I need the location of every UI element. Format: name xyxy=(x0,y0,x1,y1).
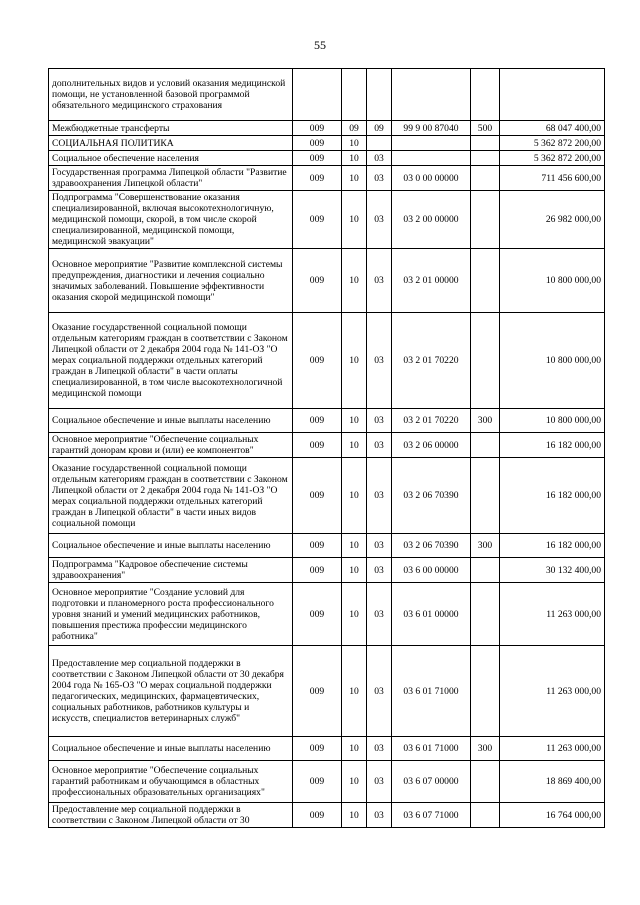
row-name: Основное мероприятие "Обеспечение социальных гарантий донорам крови и (или) ее компонентов" xyxy=(49,433,293,458)
section-code: 10 xyxy=(342,433,367,458)
target-article-code: 03 2 01 70220 xyxy=(392,313,471,409)
table-row xyxy=(49,313,605,409)
ministry-code: 009 xyxy=(293,121,342,136)
amount: 5 362 872 200,00 xyxy=(500,151,605,166)
target-article-code xyxy=(392,136,471,151)
section-code: 10 xyxy=(342,558,367,583)
ministry-code: 009 xyxy=(293,761,342,803)
table-row xyxy=(49,737,605,761)
expense-type-code: 300 xyxy=(471,737,500,761)
table-row xyxy=(49,249,605,313)
target-article-code: 03 2 01 00000 xyxy=(392,249,471,313)
expense-type-code xyxy=(471,803,500,828)
expense-type-code xyxy=(471,69,500,121)
target-article-code: 03 6 07 71000 xyxy=(392,803,471,828)
row-name: Основное мероприятие "Создание условий для подготовки и планомерного роста профессионального уровня знаний и умений медицинских работников, повышения престижа профессии медицинского работника" xyxy=(49,583,293,646)
page-number: 55 xyxy=(314,38,326,52)
amount: 30 132 400,00 xyxy=(500,558,605,583)
target-article-code: 03 2 06 00000 xyxy=(392,433,471,458)
expense-type-code xyxy=(471,191,500,249)
target-article-code: 99 9 00 87040 xyxy=(392,121,471,136)
budget-table-body xyxy=(49,69,605,828)
section-code: 10 xyxy=(342,803,367,828)
table-row xyxy=(49,646,605,737)
ministry-code: 009 xyxy=(293,191,342,249)
expense-type-code xyxy=(471,249,500,313)
section-code: 10 xyxy=(342,583,367,646)
amount: 10 800 000,00 xyxy=(500,313,605,409)
section-code xyxy=(342,69,367,121)
table-row xyxy=(49,166,605,191)
amount: 10 800 000,00 xyxy=(500,249,605,313)
amount: 18 869 400,00 xyxy=(500,761,605,803)
subsection-code: 03 xyxy=(367,433,392,458)
ministry-code: 009 xyxy=(293,583,342,646)
row-name: Основное мероприятие "Обеспечение социальных гарантий работникам и обучающимся в областных профессиональных образовательных организациях" xyxy=(49,761,293,803)
target-article-code: 03 6 01 71000 xyxy=(392,646,471,737)
section-code: 09 xyxy=(342,121,367,136)
row-name: Социальное обеспечение и иные выплаты населению xyxy=(49,534,293,558)
target-article-code: 03 2 06 70390 xyxy=(392,458,471,534)
target-article-code xyxy=(392,151,471,166)
section-code: 10 xyxy=(342,737,367,761)
expense-type-code: 300 xyxy=(471,409,500,433)
expense-type-code xyxy=(471,151,500,166)
section-code: 10 xyxy=(342,646,367,737)
budget-table xyxy=(48,68,605,828)
subsection-code: 03 xyxy=(367,646,392,737)
ministry-code: 009 xyxy=(293,534,342,558)
target-article-code: 03 0 00 00000 xyxy=(392,166,471,191)
row-name: Предоставление мер социальной поддержки в соответствии с Законом Липецкой области от 30 декабря 2004 года № 165-ОЗ "О мерах социальной поддержки педагогических, медицинских, фармацевтических, социальных работников, работников культуры и искусств, специалистов ветеринарных служб" xyxy=(49,646,293,737)
subsection-code: 03 xyxy=(367,249,392,313)
target-article-code: 03 2 01 70220 xyxy=(392,409,471,433)
amount: 16 182 000,00 xyxy=(500,534,605,558)
section-code: 10 xyxy=(342,761,367,803)
ministry-code: 009 xyxy=(293,803,342,828)
section-code: 10 xyxy=(342,409,367,433)
table-row xyxy=(49,534,605,558)
ministry-code: 009 xyxy=(293,558,342,583)
row-name: Оказание государственной социальной помощи отдельным категориям граждан в соответствии с Законом Липецкой области от 2 декабря 2004 года № 141-ОЗ "О мерах социальной поддержки отдельных категорий граждан в Липецкой области" в части иных видов социальной помощи xyxy=(49,458,293,534)
row-name: Основное мероприятие "Развитие комплексной системы предупреждения, диагностики и лечения социально значимых заболеваний. Повышение эффективности оказания скорой медицинской помощи" xyxy=(49,249,293,313)
subsection-code: 09 xyxy=(367,121,392,136)
subsection-code: 03 xyxy=(367,761,392,803)
target-article-code: 03 6 01 00000 xyxy=(392,583,471,646)
expense-type-code: 300 xyxy=(471,534,500,558)
amount xyxy=(500,69,605,121)
row-name: Социальное обеспечение и иные выплаты населению xyxy=(49,409,293,433)
subsection-code: 03 xyxy=(367,166,392,191)
target-article-code: 03 2 06 70390 xyxy=(392,534,471,558)
expense-type-code xyxy=(471,313,500,409)
ministry-code: 009 xyxy=(293,249,342,313)
subsection-code: 03 xyxy=(367,409,392,433)
subsection-code xyxy=(367,69,392,121)
row-name: Оказание государственной социальной помощи отдельным категориям граждан в соответствии с Законом Липецкой области от 2 декабря 2004 года № 141-ОЗ "О мерах социальной поддержки отдельных категорий граждан в Липецкой области" в части оплаты специализированной, в том числе высокотехнологичной медицинской помощи xyxy=(49,313,293,409)
target-article-code: 03 6 07 00000 xyxy=(392,761,471,803)
expense-type-code xyxy=(471,761,500,803)
subsection-code xyxy=(367,136,392,151)
section-code: 10 xyxy=(342,458,367,534)
row-name: дополнительных видов и условий оказания медицинской помощи, не установленной базовой программой обязательного медицинского страхования xyxy=(49,69,293,121)
subsection-code: 03 xyxy=(367,803,392,828)
subsection-code: 03 xyxy=(367,191,392,249)
row-name: СОЦИАЛЬНАЯ ПОЛИТИКА xyxy=(49,136,293,151)
row-name: Подпрограмма "Совершенствование оказания специализированной, включая высокотехнологичную, медицинской помощи, скорой, в том числе скорой специализированной, медицинской помощи, медицинской эвакуации" xyxy=(49,191,293,249)
expense-type-code xyxy=(471,136,500,151)
table-row xyxy=(49,151,605,166)
target-article-code: 03 6 01 71000 xyxy=(392,737,471,761)
row-name: Подпрограмма "Кадровое обеспечение системы здравоохранения" xyxy=(49,558,293,583)
table-row xyxy=(49,803,605,828)
amount: 26 982 000,00 xyxy=(500,191,605,249)
table-row xyxy=(49,121,605,136)
ministry-code: 009 xyxy=(293,646,342,737)
table-row xyxy=(49,458,605,534)
subsection-code: 03 xyxy=(367,583,392,646)
amount: 711 456 600,00 xyxy=(500,166,605,191)
amount: 5 362 872 200,00 xyxy=(500,136,605,151)
ministry-code: 009 xyxy=(293,458,342,534)
subsection-code: 03 xyxy=(367,558,392,583)
ministry-code: 009 xyxy=(293,151,342,166)
expense-type-code: 500 xyxy=(471,121,500,136)
amount: 10 800 000,00 xyxy=(500,409,605,433)
ministry-code: 009 xyxy=(293,136,342,151)
ministry-code: 009 xyxy=(293,166,342,191)
row-name: Межбюджетные трансферты xyxy=(49,121,293,136)
section-code: 10 xyxy=(342,166,367,191)
amount: 11 263 000,00 xyxy=(500,583,605,646)
section-code: 10 xyxy=(342,534,367,558)
amount: 16 764 000,00 xyxy=(500,803,605,828)
section-code: 10 xyxy=(342,249,367,313)
expense-type-code xyxy=(471,166,500,191)
amount: 16 182 000,00 xyxy=(500,433,605,458)
table-row xyxy=(49,433,605,458)
table-row xyxy=(49,761,605,803)
expense-type-code xyxy=(471,646,500,737)
subsection-code: 03 xyxy=(367,737,392,761)
table-row xyxy=(49,409,605,433)
subsection-code: 03 xyxy=(367,458,392,534)
row-name: Предоставление мер социальной поддержки в соответствии с Законом Липецкой области от 30 xyxy=(49,803,293,828)
expense-type-code xyxy=(471,458,500,534)
amount: 11 263 000,00 xyxy=(500,737,605,761)
table-row xyxy=(49,136,605,151)
target-article-code: 03 2 00 00000 xyxy=(392,191,471,249)
row-name: Государственная программа Липецкой области "Развитие здравоохранения Липецкой области" xyxy=(49,166,293,191)
expense-type-code xyxy=(471,433,500,458)
section-code: 10 xyxy=(342,313,367,409)
table-row xyxy=(49,69,605,121)
row-name: Социальное обеспечение населения xyxy=(49,151,293,166)
table-row xyxy=(49,583,605,646)
ministry-code: 009 xyxy=(293,409,342,433)
subsection-code: 03 xyxy=(367,534,392,558)
table-row xyxy=(49,558,605,583)
table-row xyxy=(49,191,605,249)
ministry-code: 009 xyxy=(293,737,342,761)
subsection-code: 03 xyxy=(367,151,392,166)
amount: 11 263 000,00 xyxy=(500,646,605,737)
subsection-code: 03 xyxy=(367,313,392,409)
target-article-code xyxy=(392,69,471,121)
section-code: 10 xyxy=(342,151,367,166)
amount: 16 182 000,00 xyxy=(500,458,605,534)
target-article-code: 03 6 00 00000 xyxy=(392,558,471,583)
amount: 68 047 400,00 xyxy=(500,121,605,136)
row-name: Социальное обеспечение и иные выплаты населению xyxy=(49,737,293,761)
expense-type-code xyxy=(471,558,500,583)
section-code: 10 xyxy=(342,191,367,249)
expense-type-code xyxy=(471,583,500,646)
ministry-code xyxy=(293,69,342,121)
section-code: 10 xyxy=(342,136,367,151)
ministry-code: 009 xyxy=(293,313,342,409)
ministry-code: 009 xyxy=(293,433,342,458)
